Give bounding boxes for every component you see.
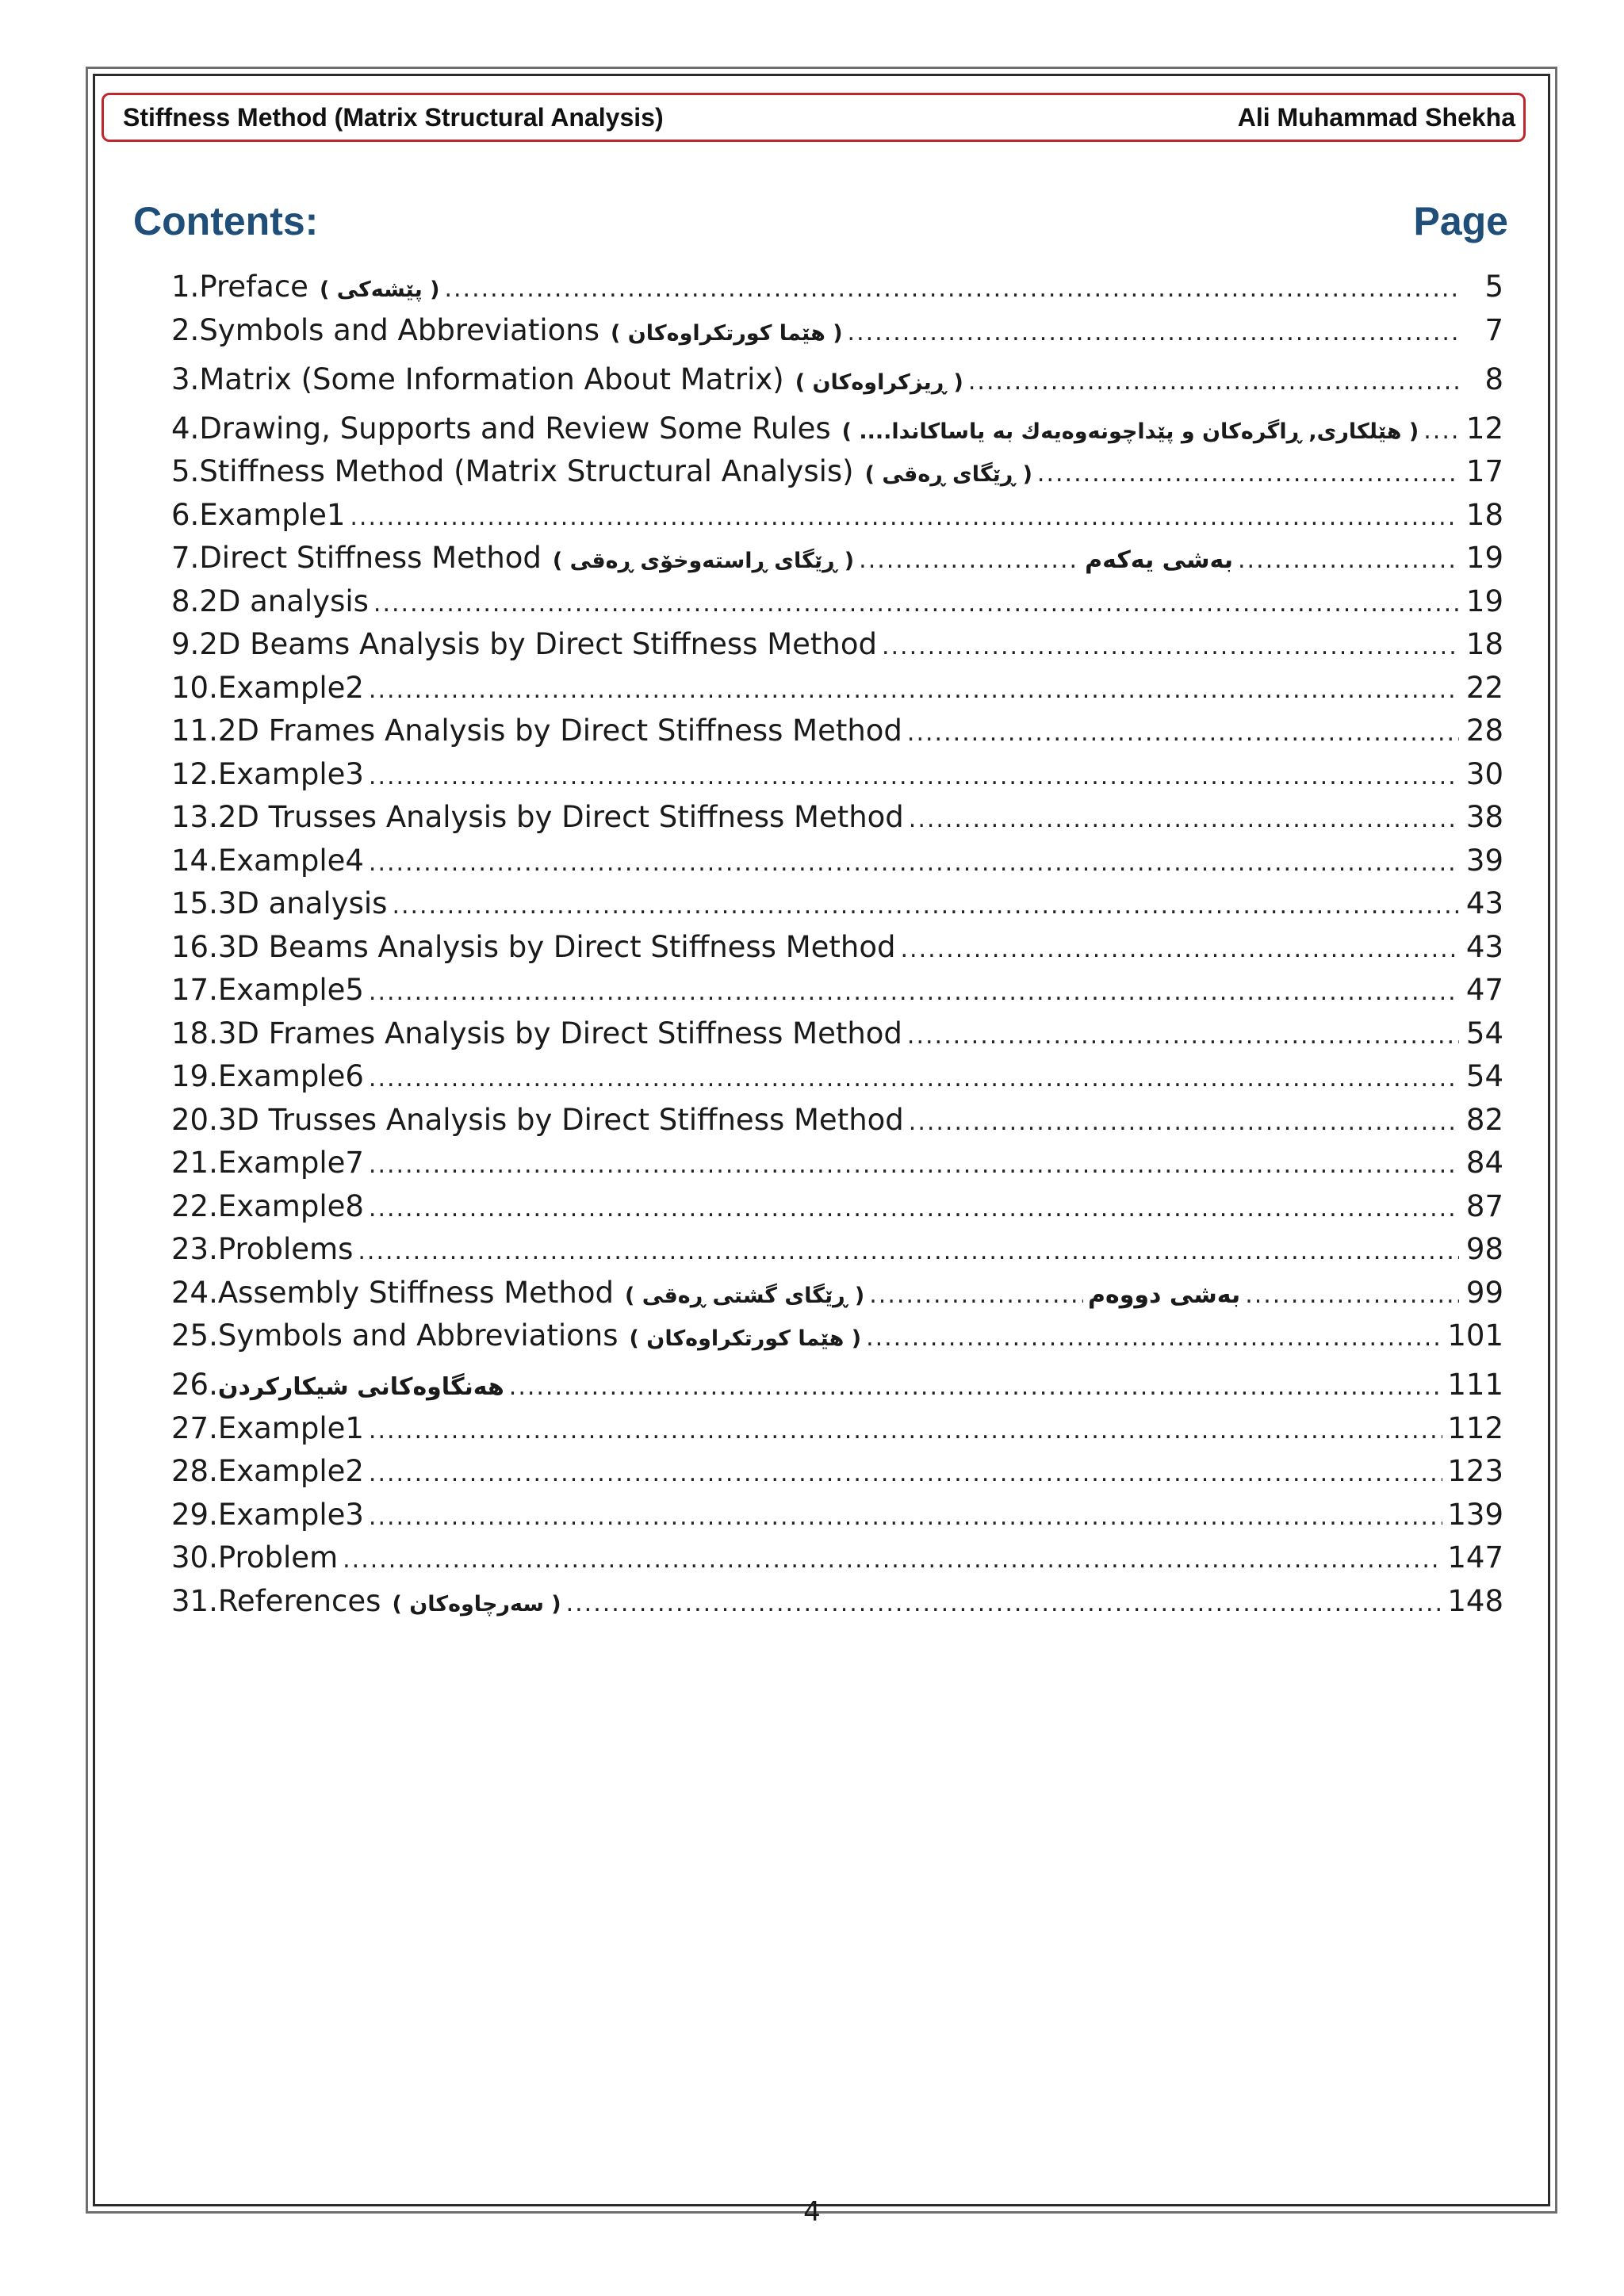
toc-entry-title: 2D analysis [199,584,369,618]
toc-entry-title: Drawing, Supports and Review Some Rules [199,411,831,446]
toc-leader-dots [901,936,1460,963]
toc-entry-number: 28. [171,1454,218,1488]
toc-entry-number: 19. [171,1059,218,1093]
toc-entry-title: هەنگاوەکانی شیکارکردن [217,1373,504,1401]
toc-entry-page: 84 [1465,1146,1503,1180]
page-number: 4 [803,2196,821,2228]
toc-entry [171,454,1503,498]
toc-entry [171,973,1503,1016]
toc-entry-number: 13. [171,800,218,834]
toc-entry [171,627,1503,671]
toc-entry-page: 54 [1465,1059,1503,1093]
toc-leader-dots [1037,460,1459,488]
toc-entry-number: 29. [171,1497,218,1532]
toc-entry-title: Problems [217,1232,354,1266]
toc-entry-page: 147 [1447,1540,1503,1575]
toc-entry-title: Preface [199,270,308,304]
toc-entry-number: 24. [171,1275,218,1310]
toc-entry-title: 2D Trusses Analysis by Direct Stiffness Method [217,800,904,834]
toc-entry-page: 19 [1465,541,1503,575]
toc-entry-part-label: بەشی دووەم [1088,1280,1241,1309]
toc-leader-dots [369,978,1459,1006]
toc-entry-title: 2D Frames Analysis by Direct Stiffness Method [217,714,902,748]
toc-entry-kurdish-subtitle: ( هێلکاری, ڕاگرەکان و پێداچونەوەیەك بە یاساکاندا.... ) [841,419,1419,444]
toc-entry-title: Example2 [217,1454,364,1488]
toc-entry-title: Example4 [217,843,364,878]
toc-entry-number: 22. [171,1188,218,1223]
toc-entry-kurdish-subtitle: ( ڕیزکراوەکان ) [795,369,963,395]
toc-entry-title: Example8 [217,1188,364,1223]
toc-leader-dots [373,590,1459,618]
toc-entry-title: Example2 [217,670,364,705]
toc-entry [171,1146,1503,1189]
toc-entry-number: 2. [171,312,200,347]
toc-entry [171,1059,1503,1103]
toc-leader-dots [968,368,1459,396]
toc-entry-page: 5 [1484,270,1503,304]
toc-entry-page: 47 [1465,973,1503,1007]
toc-leader-dots [350,503,1459,531]
toc-entry-page: 18 [1465,627,1503,661]
toc-entry-number: 10. [171,670,218,705]
toc-entry-number: 9. [171,627,200,661]
toc-entry-kurdish-subtitle: ( ڕێگای ڕاستەوخۆی ڕەقی ) [552,549,855,573]
toc-entry-number: 12. [171,756,218,791]
contents-heading: Contents: [133,199,319,243]
running-header [102,93,1526,142]
toc-leader-dots [369,1065,1459,1093]
toc-entry [171,584,1503,628]
toc-leader-dots [909,1108,1459,1136]
toc-entry-page: 18 [1465,497,1503,532]
toc-leader-dots [909,806,1459,833]
toc-entry-page: 54 [1465,1016,1503,1050]
toc-entry [171,886,1503,930]
toc-entry-number: 15. [171,886,218,920]
toc-entry [171,541,1503,584]
toc-entry-page: 8 [1484,362,1503,396]
toc-entry [171,1498,1503,1541]
toc-entry-title: Symbols and Abbreviations [199,312,599,347]
toc-entry-page: 148 [1447,1583,1503,1618]
toc-entry-page: 139 [1447,1497,1503,1532]
toc-entry-page: 19 [1465,584,1503,618]
toc-entry-page: 30 [1465,756,1503,791]
toc-leader-dots [848,319,1459,346]
toc-entry-title: 3D Trusses Analysis by Direct Stiffness Method [217,1102,904,1137]
toc-entry-title: Stiffness Method (Matrix Structural Analysis) [199,454,854,488]
toc-entry [171,671,1503,714]
toc-leader-dots [392,892,1459,920]
toc-entry-number: 1. [171,270,200,304]
toc-leader-dots [358,1238,1459,1265]
toc-entry [171,1103,1503,1146]
toc-entry-page: 12 [1465,411,1503,446]
toc-entry-title: Example1 [217,1410,364,1445]
toc-entry-kurdish-subtitle: ( هێما کورتکراوەکان ) [629,1326,862,1351]
toc-leader-dots [369,849,1459,877]
toc-leader-dots [907,1022,1459,1050]
toc-leader-dots [444,275,1459,303]
toc-entry-page: 7 [1484,312,1503,347]
toc-entry-number: 18. [171,1016,218,1050]
toc-entry-title: Example7 [217,1146,364,1180]
toc-entry-title: 3D analysis [217,886,388,920]
toc-entry [171,1540,1503,1584]
toc-entry-page: 99 [1465,1275,1503,1310]
toc-entry [171,844,1503,887]
toc-entry [171,1454,1503,1498]
toc-leader-dots [369,676,1459,704]
toc-entry [171,757,1503,801]
toc-entry-page: 28 [1465,714,1503,748]
toc-leader-dots [369,1195,1459,1223]
toc-entry [171,1368,1503,1411]
toc-entry-number: 4. [171,411,200,446]
toc-leader-dots [369,1151,1459,1179]
toc-entry [171,362,1503,411]
toc-leader-dots [907,719,1459,747]
toc-entry [171,714,1503,757]
toc-leader-dots [369,1460,1442,1487]
toc-entry-number: 14. [171,843,218,878]
toc-entry [171,1411,1503,1455]
toc-entry-title: Problem [217,1540,339,1575]
toc-entry-page: 101 [1447,1318,1503,1353]
toc-entry-kurdish-subtitle: ( ڕێگای گشتی ڕەقی ) [625,1283,865,1308]
table-of-contents [171,270,1503,1627]
toc-entry-number: 27. [171,1410,218,1445]
toc-entry [171,498,1503,541]
toc-entry [171,1276,1503,1319]
toc-entry-title: 2D Beams Analysis by Direct Stiffness Method [199,627,877,661]
page-column-heading: Page [1413,199,1508,243]
toc-entry [171,1318,1503,1368]
toc-entry-title: Example5 [217,973,364,1007]
toc-entry-page: 43 [1465,929,1503,964]
header-author: Ali Muhammad Shekha [1237,102,1515,132]
toc-leader-dots [859,546,1080,574]
toc-entry [171,1189,1503,1233]
toc-entry-number: 30. [171,1540,218,1575]
toc-entry-number: 8. [171,584,200,618]
toc-entry-number: 16. [171,929,218,964]
toc-entry-page: 22 [1465,670,1503,705]
toc-entry-number: 11. [171,714,218,748]
toc-entry-title: Example6 [217,1059,364,1093]
toc-entry [171,270,1503,313]
toc-leader-dots [343,1546,1442,1574]
toc-entry-number: 25. [171,1318,218,1353]
toc-entry-title: References [217,1583,381,1618]
toc-entry-part-label: بەشی یەکەم [1085,546,1233,574]
toc-leader-dots [882,633,1459,660]
toc-leader-dots [369,1503,1442,1531]
toc-entry [171,1232,1503,1276]
toc-leader-dots [369,1417,1442,1445]
toc-entry-kurdish-subtitle: ( پێشەکی ) [319,277,440,302]
toc-entry-title: Example1 [199,497,346,532]
toc-entry-page: 123 [1447,1454,1503,1488]
toc-entry-page: 111 [1447,1368,1503,1402]
toc-entry-number: 23. [171,1232,218,1266]
toc-entry-title: Matrix (Some Information About Matrix) [199,362,784,396]
toc-entry-page: 112 [1447,1410,1503,1445]
toc-entry-page: 82 [1465,1102,1503,1137]
toc-entry [171,313,1503,362]
toc-entry-number: 17. [171,973,218,1007]
toc-entry-page: 38 [1465,800,1503,834]
toc-entry-title: 3D Frames Analysis by Direct Stiffness Method [217,1016,902,1050]
toc-entry-number: 21. [171,1146,218,1180]
toc-entry-page: 87 [1465,1188,1503,1223]
toc-leader-dots [509,1373,1443,1401]
toc-entry-kurdish-subtitle: ( سەرچاوەکان ) [392,1591,561,1617]
toc-entry-number: 5. [171,454,200,488]
toc-entry-number: 20. [171,1102,218,1137]
toc-entry-title: Example3 [217,1497,364,1532]
toc-entry [171,930,1503,974]
toc-entry-title: Direct Stiffness Method [199,541,542,575]
toc-leader-dots [869,1281,1083,1309]
toc-leader-dots [1245,1281,1459,1309]
toc-entry-page: 17 [1465,454,1503,488]
toc-entry-number: 6. [171,497,200,532]
toc-entry-title: Symbols and Abbreviations [217,1318,619,1353]
toc-entry-page: 43 [1465,886,1503,920]
toc-entry-number: 31. [171,1583,218,1618]
toc-leader-dots [866,1324,1442,1352]
toc-entry-title: Example3 [217,756,364,791]
toc-leader-dots [369,763,1459,790]
toc-leader-dots [566,1590,1443,1617]
toc-entry-kurdish-subtitle: ( ڕێگای ڕەقی ) [864,462,1032,487]
toc-leader-dots [1238,546,1459,574]
toc-entry [171,411,1503,455]
toc-entry [171,1016,1503,1060]
toc-entry [171,800,1503,844]
header-title: Stiffness Method (Matrix Structural Analysis) [123,102,664,132]
toc-entry-kurdish-subtitle: ( هێما کورتکراوەکان ) [611,320,843,346]
toc-entry-title: Assembly Stiffness Method [217,1275,615,1310]
toc-entry-page: 98 [1465,1232,1503,1266]
toc-entry-title: 3D Beams Analysis by Direct Stiffness Method [217,929,896,964]
toc-entry [171,1584,1503,1628]
toc-entry-number: 7. [171,541,200,575]
toc-entry-page: 39 [1465,843,1503,878]
toc-entry-number: 26. [171,1368,218,1402]
toc-leader-dots [1423,417,1459,445]
toc-entry-number: 3. [171,362,200,396]
